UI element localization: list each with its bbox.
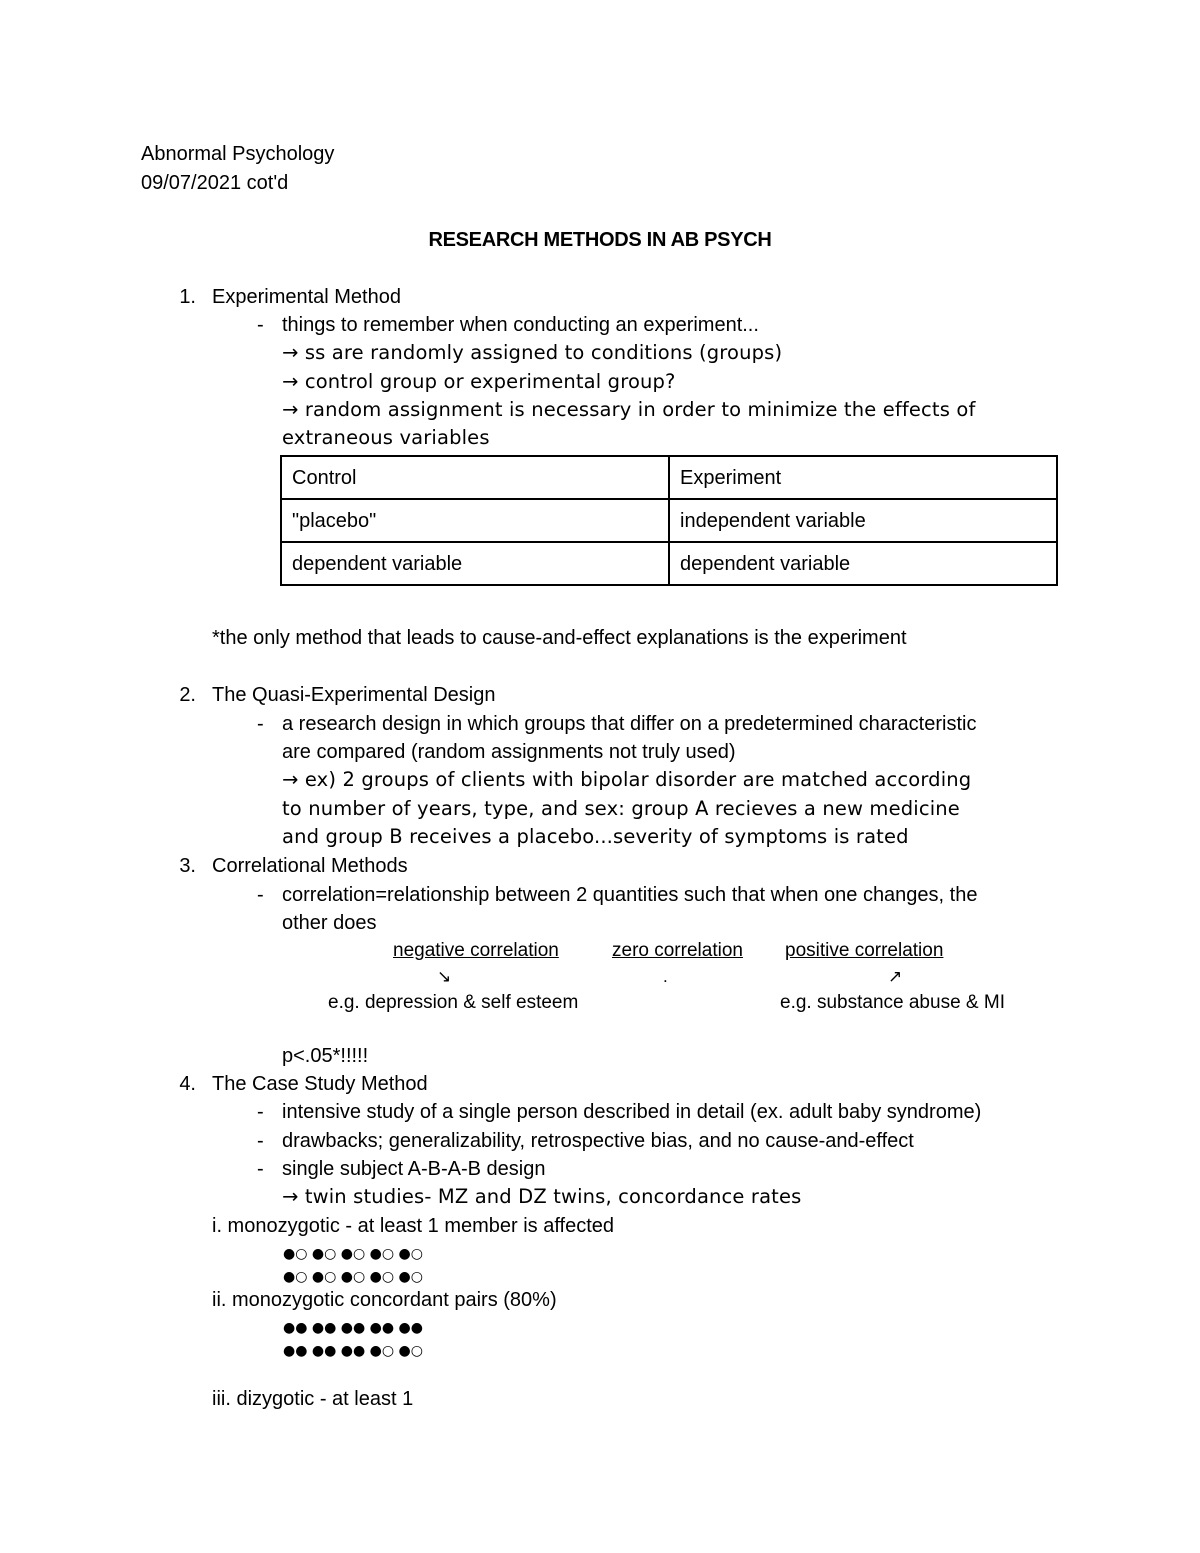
twin-pairs-row: ●● ●● ●● ●○ ●○ bbox=[283, 1343, 423, 1359]
table-row bbox=[281, 542, 1057, 585]
table-cell: independent variable bbox=[669, 499, 1057, 542]
bullet-text: single subject A-B-A-B design bbox=[282, 1158, 546, 1180]
up-right-arrow-icon: ↗ bbox=[888, 967, 903, 987]
table-cell: Experiment bbox=[669, 456, 1057, 499]
positive-example: e.g. substance abuse & MI bbox=[780, 992, 1005, 1013]
bullet-text: drawbacks; generalizability, retrospective bias, and no cause-and-effect bbox=[282, 1130, 914, 1152]
section-1-heading: Experimental Method bbox=[212, 286, 401, 308]
table-row bbox=[281, 499, 1057, 542]
negative-correlation-label: negative correlation bbox=[393, 940, 559, 961]
course-title: Abnormal Psychology bbox=[141, 143, 335, 165]
table-header-row bbox=[281, 456, 1057, 499]
table-cell: "placebo" bbox=[281, 499, 669, 542]
twin-pairs-row: ●○ ●○ ●○ ●○ ●○ bbox=[283, 1269, 423, 1285]
bullet-text: things to remember when conducting an experiment... bbox=[282, 314, 759, 336]
bullet-dash: - bbox=[257, 1158, 264, 1180]
date-line: 09/07/2021 cot'd bbox=[141, 172, 289, 194]
arrow-note: → random assignment is necessary in order to minimize the effects of bbox=[282, 398, 976, 421]
table-cell: dependent variable bbox=[669, 542, 1057, 585]
example-note: → ex) 2 groups of clients with bipolar disorder are matched according bbox=[282, 768, 972, 791]
arrow-note: → ss are randomly assigned to conditions (groups) bbox=[282, 341, 783, 364]
twin-pairs-row: ●○ ●○ ●○ ●○ ●○ bbox=[283, 1246, 423, 1262]
section-2-number: 2. bbox=[179, 684, 196, 706]
bullet-text: a research design in which groups that differ on a predetermined characteristic bbox=[282, 713, 977, 735]
p-value-note: p<.05*!!!!! bbox=[282, 1045, 369, 1067]
section-4-number: 4. bbox=[179, 1073, 196, 1095]
subitem-i: i. monozygotic - at least 1 member is affected bbox=[212, 1215, 615, 1237]
bullet-text-continued: other does bbox=[282, 912, 377, 934]
down-right-arrow-icon: ↘ bbox=[437, 967, 452, 987]
arrow-note-continued: extraneous variables bbox=[282, 426, 490, 449]
control-vs-experiment-table bbox=[280, 455, 1058, 586]
subitem-iii: iii. dizygotic - at least 1 bbox=[212, 1388, 414, 1410]
subitem-ii: ii. monozygotic concordant pairs (80%) bbox=[212, 1289, 557, 1311]
bullet-dash: - bbox=[257, 713, 264, 735]
bullet-dash: - bbox=[257, 314, 264, 336]
example-note-continued: to number of years, type, and sex: group A recieves a new medicine bbox=[282, 797, 960, 820]
section-3-number: 3. bbox=[179, 855, 196, 877]
section-4-heading: The Case Study Method bbox=[212, 1073, 428, 1095]
example-note-continued: and group B receives a placebo...severity of symptoms is rated bbox=[282, 825, 909, 848]
arrow-note: → control group or experimental group? bbox=[282, 370, 676, 393]
bullet-dash: - bbox=[257, 1101, 264, 1123]
zero-correlation-label: zero correlation bbox=[612, 940, 743, 961]
negative-example: e.g. depression & self esteem bbox=[328, 992, 579, 1013]
section-3-heading: Correlational Methods bbox=[212, 855, 408, 877]
table-cell: dependent variable bbox=[281, 542, 669, 585]
bullet-text: correlation=relationship between 2 quantities such that when one changes, the bbox=[282, 884, 978, 906]
bullet-text-continued: are compared (random assignments not truly used) bbox=[282, 741, 736, 763]
method-note: *the only method that leads to cause-and-effect explanations is the experiment bbox=[212, 627, 907, 649]
bullet-text: intensive study of a single person described in detail (ex. adult baby syndrome) bbox=[282, 1101, 982, 1123]
section-1-number: 1. bbox=[179, 286, 196, 308]
section-2-heading: The Quasi-Experimental Design bbox=[212, 684, 496, 706]
twin-studies-note: → twin studies- MZ and DZ twins, concordance rates bbox=[282, 1185, 802, 1208]
twin-pairs-row: ●● ●● ●● ●● ●● bbox=[283, 1320, 423, 1336]
positive-correlation-label: positive correlation bbox=[785, 940, 944, 961]
zero-dot-icon: . bbox=[663, 967, 668, 986]
page-title: RESEARCH METHODS IN AB PSYCH bbox=[428, 229, 772, 251]
bullet-dash: - bbox=[257, 884, 264, 906]
bullet-dash: - bbox=[257, 1130, 264, 1152]
table-cell: Control bbox=[281, 456, 669, 499]
